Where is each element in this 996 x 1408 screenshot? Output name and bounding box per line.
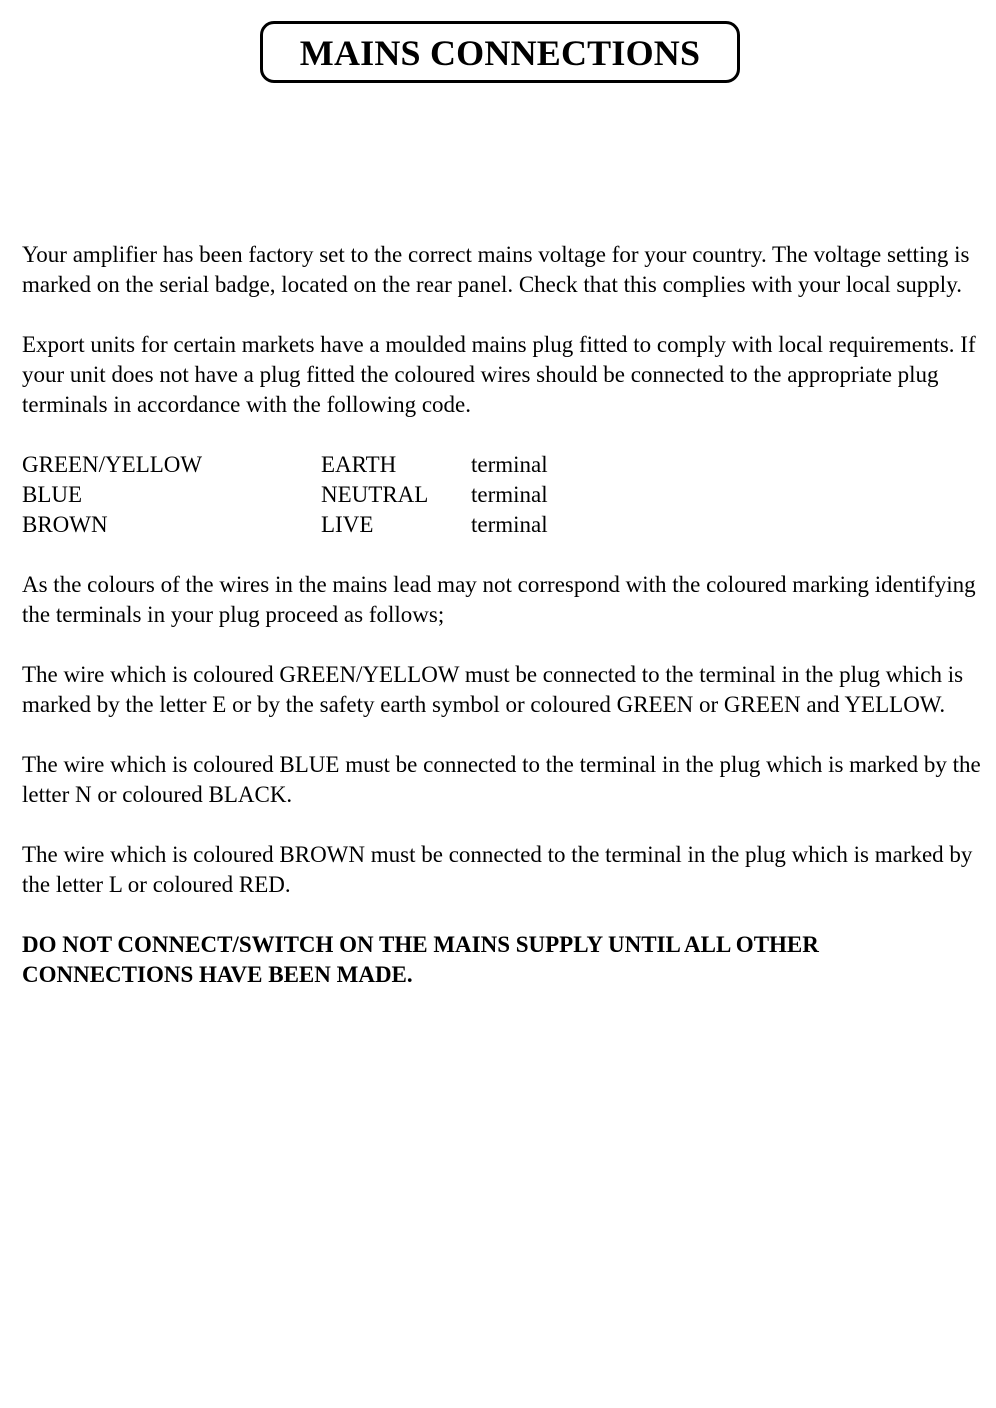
wire-code-table xyxy=(22,450,548,540)
wire-colour: BROWN xyxy=(22,512,108,537)
export-paragraph: Export units for certain markets have a moulded mains plug fitted to comply with local requirements. If your unit does not have a plug fitted the coloured wires should be connected to the appropriate plug terminals in accordance with the following code. xyxy=(22,332,976,417)
warning-text: DO NOT CONNECT/SWITCH ON THE MAINS SUPPLY UNTIL ALL OTHER CONNECTIONS HAVE BEEN MADE. xyxy=(22,932,819,987)
green-yellow-paragraph: The wire which is coloured GREEN/YELLOW must be connected to the terminal in the plug which is marked by the letter E or by the safety earth symbol or coloured GREEN or GREEN and YELLOW. xyxy=(22,662,964,717)
brown-paragraph: The wire which is coloured BROWN must be connected to the terminal in the plug which is marked by the letter L or coloured RED. xyxy=(22,842,973,897)
colour-note-paragraph: As the colours of the wires in the mains lead may not correspond with the coloured marking identifying the terminals in your plug proceed as follows; xyxy=(22,572,976,627)
page-title-box xyxy=(260,21,740,83)
terminal-name: LIVE xyxy=(321,512,374,537)
terminal-word: terminal xyxy=(471,452,548,477)
wire-colour: GREEN/YELLOW xyxy=(22,452,203,477)
intro-paragraph: Your amplifier has been factory set to the correct mains voltage for your country. The voltage setting is marked on the serial badge, located on the rear panel. Check that this complies with your local supply. xyxy=(22,242,970,297)
table-row xyxy=(22,510,548,540)
table-row xyxy=(22,450,548,480)
document-body xyxy=(22,240,982,990)
terminal-name: EARTH xyxy=(321,452,397,477)
blue-paragraph: The wire which is coloured BLUE must be connected to the terminal in the plug which is marked by the letter N or coloured BLACK. xyxy=(22,752,981,807)
terminal-name: NEUTRAL xyxy=(321,482,429,507)
terminal-word: terminal xyxy=(471,482,548,507)
table-row xyxy=(22,480,548,510)
wire-colour: BLUE xyxy=(22,482,83,507)
terminal-word: terminal xyxy=(471,512,548,537)
page-title: MAINS CONNECTIONS xyxy=(299,33,701,73)
